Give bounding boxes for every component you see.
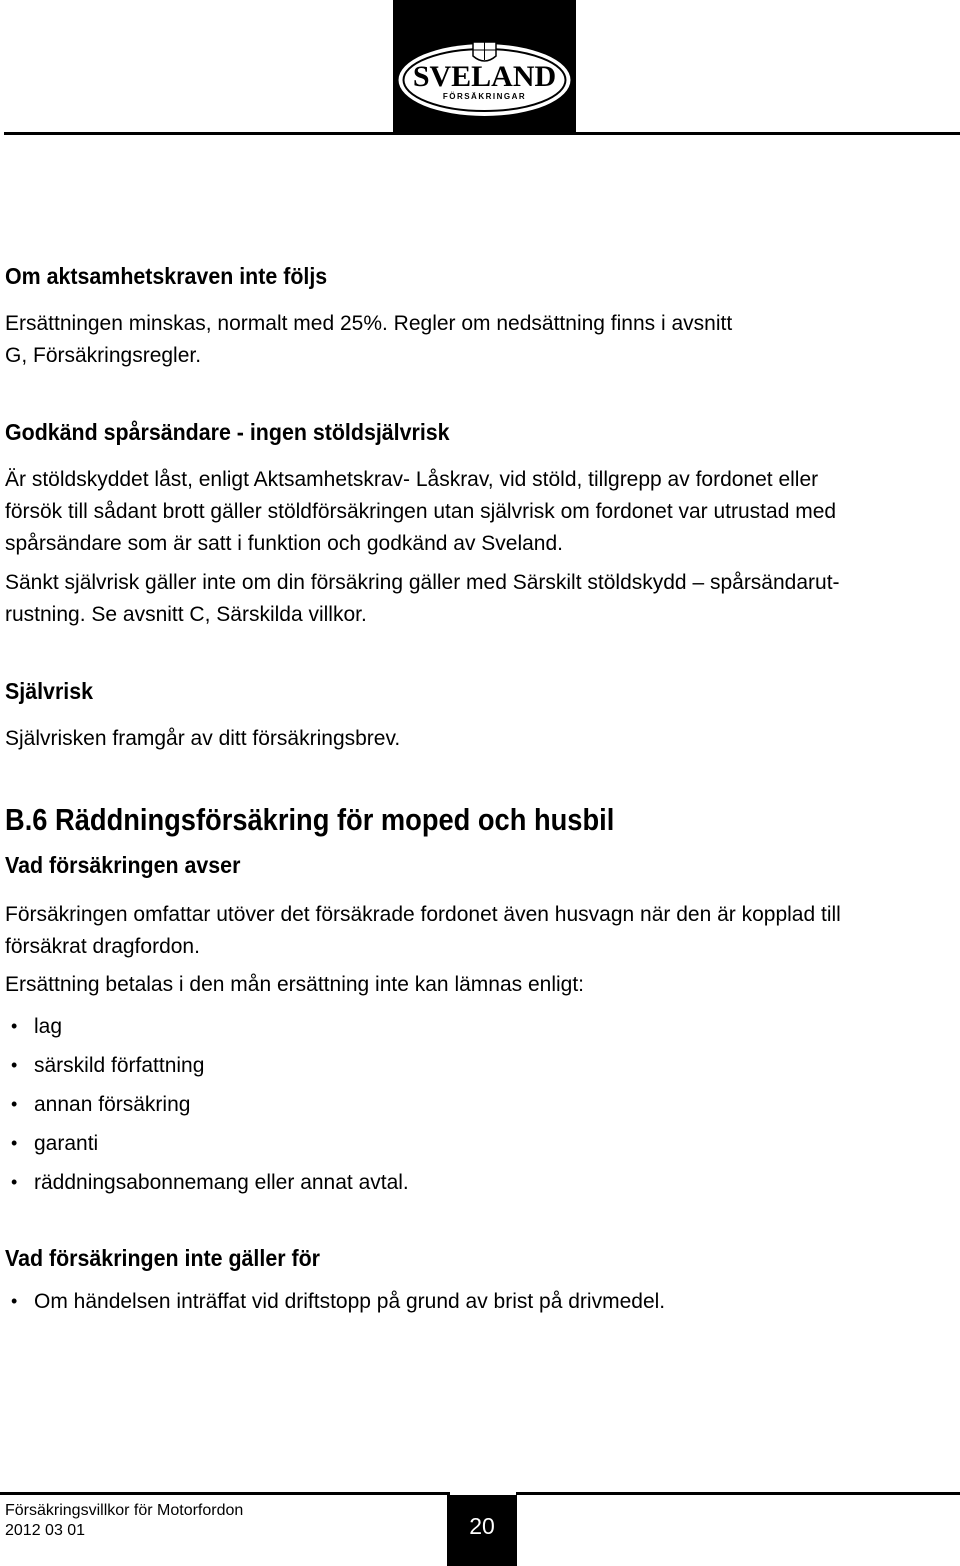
- list-item: [5, 1007, 955, 1046]
- para-sparsandare-line2: försök till sådant brott gäller stöldförsäkringen utan självrisk om fordonet var utrustad med: [5, 500, 837, 523]
- logo-wordmark: SVELAND: [412, 60, 557, 93]
- header-rule: [4, 132, 960, 135]
- list-item-text: Om händelsen inträffat vid driftstopp på grund av brist på drivmedel.: [34, 1290, 666, 1313]
- bullet-icon: •: [11, 1055, 18, 1075]
- footer-date: 2012 03 01: [5, 1522, 86, 1539]
- page-content: [5, 262, 955, 1321]
- page-number: 20: [469, 1513, 495, 1539]
- heading-aktsamhet: Om aktsamhetskraven inte följs: [5, 263, 328, 289]
- list-item: [5, 1085, 955, 1124]
- header-logo-block: [393, 0, 576, 135]
- para-sankt-line1: Sänkt självrisk gäller inte om din försäkring gäller med Särskilt stöldskydd – spårsändarut-: [5, 571, 840, 594]
- list-item: [5, 1163, 955, 1202]
- logo-subtitle: FÖRSÄKRINGAR: [442, 92, 527, 101]
- list-item-text: garanti: [34, 1132, 99, 1155]
- heading-avser: Vad försäkringen avser: [5, 852, 241, 878]
- para-avser-line2: försäkrat dragfordon.: [5, 935, 200, 958]
- para-sparsandare-line1: Är stöldskyddet låst, enligt Aktsamhetskrav- Låskrav, vid stöld, tillgrepp av fordonet eller: [5, 468, 819, 491]
- para-ersattning: Ersättning betalas i den mån ersättning inte kan lämnas enligt:: [5, 973, 585, 996]
- footer-rule: [516, 1492, 960, 1495]
- para-sankt-line2: rustning. Se avsnitt C, Särskilda villkor.: [5, 603, 367, 626]
- list-item-text: särskild författning: [34, 1054, 205, 1077]
- list-item: [5, 1282, 955, 1321]
- footer-document-title: Försäkringsvillkor för Motorfordon: [5, 1502, 244, 1519]
- heading-sjalvrisk: Självrisk: [5, 678, 94, 704]
- bullet-icon: •: [11, 1133, 18, 1153]
- bullet-icon: •: [11, 1172, 18, 1192]
- para-sparsandare-line3: spårsändare som är satt i funktion och godkänd av Sveland.: [5, 532, 563, 555]
- footer-rule: [0, 1492, 450, 1495]
- list-item-text: annan försäkring: [34, 1093, 191, 1116]
- section-title-b6: B.6 Räddningsförsäkring för moped och husbil: [5, 802, 615, 837]
- bullet-icon: •: [11, 1291, 18, 1311]
- para-aktsamhet-line2: G, Försäkringsregler.: [5, 344, 202, 367]
- bullet-icon: •: [11, 1016, 18, 1036]
- para-sjalvrisk: Självrisken framgår av ditt försäkringsbrev.: [5, 727, 401, 750]
- heading-inte-galler: Vad försäkringen inte gäller för: [5, 1245, 320, 1271]
- list-item-text: räddningsabonnemang eller annat avtal.: [34, 1171, 409, 1194]
- page-number-box: [447, 1495, 517, 1566]
- bullet-icon: •: [11, 1094, 18, 1114]
- bullet-list-ersattning: [5, 1007, 955, 1202]
- list-item: [5, 1046, 955, 1085]
- bullet-list-inte: [5, 1282, 955, 1321]
- list-item: [5, 1124, 955, 1163]
- heading-sparsandare: Godkänd spårsändare - ingen stöldsjälvrisk: [5, 419, 450, 445]
- para-aktsamhet-line1: Ersättningen minskas, normalt med 25%. Regler om nedsättning finns i avsnitt: [5, 312, 733, 335]
- para-avser-line1: Försäkringen omfattar utöver det försäkrade fordonet även husvagn när den är kopplad till: [5, 903, 841, 926]
- list-item-text: lag: [34, 1015, 63, 1038]
